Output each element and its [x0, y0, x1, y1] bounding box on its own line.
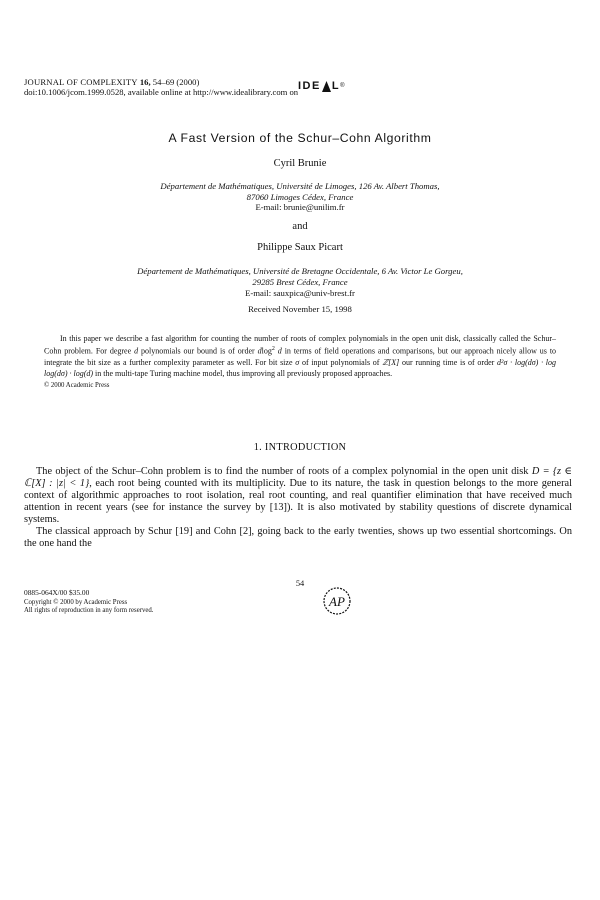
math-op: log [261, 346, 272, 356]
ideal-triangle-icon [322, 81, 331, 92]
math-ring: ℤ[X] [382, 357, 400, 367]
doi-line[interactable]: doi:10.1006/jcom.1999.0528, available online at http://www.idealibrary.com on [24, 87, 299, 97]
page-number: 54 [295, 579, 305, 588]
abstract-text: of input polynomials of [301, 357, 380, 367]
footer-price: 0885-064X/00 $35.00 [24, 588, 90, 597]
footer [24, 589, 153, 616]
math-var: d [134, 346, 139, 356]
body-text [24, 466, 572, 550]
math-disk: D = {z ∈ ℂ[X] : |z| < 1} [24, 466, 572, 489]
abstract: In this paper we describe a fast algorithm for counting the number of roots of complex polynomials in the open unit disk, classically called the Schur–Cohn problem. For degree d polynomials our bound is of order dlog$^2$ d in terms of field operations and comparisons, but our approach nicely allow us to integrate the bit size as a further complexity parameter as well. For bit size σ of input polynomials of ℤ[X] our running time is of order d²σ · log(dσ) · log log(dσ) · log(d) in the multi-tape Turing machine model, thus improving all previously proposed approaches. © 2000 Academic Press [44, 334, 557, 390]
ideal-logo-letters: IDE [298, 80, 321, 92]
math-exp: 2 [271, 346, 275, 353]
author-affiliation-2-line2: 29285 Brest Cédex, France [252, 277, 348, 287]
abstract-text: in terms of field operations and comparisons, but our approach nicely allow us to integrate the bit size as a further complexity parameter as well. For bit size [44, 346, 557, 367]
author-email-2[interactable]: E-mail: sauxpica@univ-brest.fr [245, 288, 355, 298]
and-separator: and [292, 221, 308, 232]
journal-citation [24, 77, 199, 87]
paper-title: A Fast Version of the Schur–Cohn Algorithm [168, 131, 432, 145]
journal-volume: 16, [139, 77, 151, 87]
paragraph-1: The object of the Schur–Cohn problem is to find the number of roots of a complex polynomial in the open unit disk D = {z ∈ ℂ[X] : |z| < 1}, each root being counted with its multiplicity. Due to its nature, the task in question belongs to the more general context of algorithmic approaches to root isolation, real root counting, and real quantifier elimination that have received much attention in recent years (see for instance the survey by [13]). It is also motivated by stability questions of discrete dynamical systems. [24, 466, 572, 525]
journal-pages-year: 54–69 (2000) [152, 77, 200, 87]
author-name-1: Cyril Brunie [273, 158, 327, 169]
ideal-logo-tail: L [331, 80, 341, 92]
footer-copyright: Copyright © 2000 by Academic Press [24, 599, 128, 607]
author-affiliation-1-line1: Département de Mathématiques, Université de Limoges, 126 Av. Albert Thomas, [160, 181, 440, 191]
abstract-text: our running time is of order [402, 357, 495, 367]
academic-press-logo-text: AP [329, 594, 345, 609]
author-affiliation-1-line2: 87060 Limoges Cédex, France [246, 192, 354, 202]
author-affiliation-2-line1: Département de Mathématiques, Université de Bretagne Occidentale, 6 Av. Victor Le Gorgeu, [137, 266, 463, 276]
abstract-text: In this paper we describe a fast algorithm for counting the number of roots of complex polynomials in the open unit disk, classically called the Schur–Cohn problem. For degree [44, 334, 556, 356]
math-runtime: d²σ · log(dσ) · log log(dσ) · log(d) [44, 357, 557, 378]
ideal-logo-text [298, 80, 346, 92]
author-email-1[interactable]: E-mail: brunie@unilim.fr [255, 202, 345, 212]
section-heading: 1. INTRODUCTION [253, 442, 347, 453]
ideal-trademark: ® [340, 83, 346, 89]
author-name-2: Philippe Saux Picart [257, 242, 343, 253]
ideal-logo[interactable] [298, 79, 346, 93]
academic-press-logo-icon [322, 586, 352, 616]
abstract-text: polynomials our bound is of order [141, 346, 255, 356]
received-date: Received November 15, 1998 [248, 304, 352, 314]
paragraph-2: The classical approach by Schur [19] and Cohn [2], going back to the early twenties, shows up two essential shortcomings. On the one hand the [24, 526, 572, 549]
abstract-copyright: © 2000 Academic Press [44, 382, 110, 390]
journal-name: JOURNAL OF COMPLEXITY [24, 77, 138, 87]
abstract-text: in the multi-tape Turing machine model, thus improving all previously proposed approaches. [95, 368, 393, 378]
academic-press-logo [322, 586, 352, 621]
footer-rights: All rights of reproduction in any form reserved. [24, 607, 154, 615]
math-var: d [257, 346, 262, 356]
math-var: σ [295, 357, 300, 367]
